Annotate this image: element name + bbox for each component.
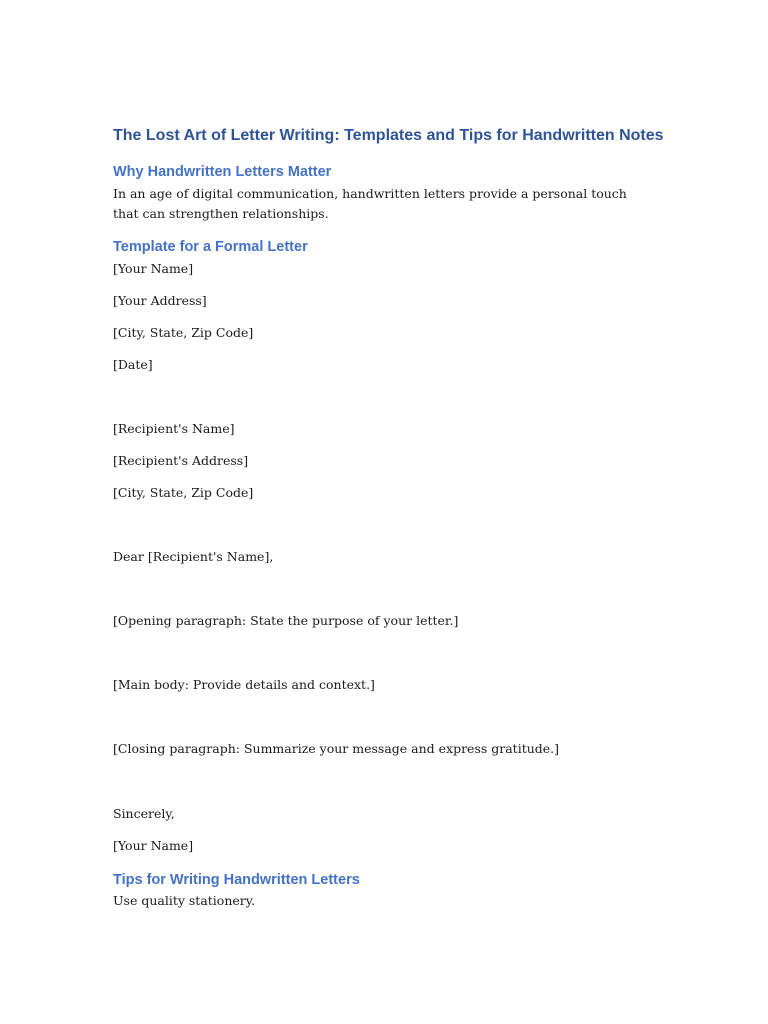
template-line-recipient-address: [Recipient's Address] — [113, 453, 249, 468]
template-line-sender-address: [Your Address] — [113, 293, 207, 308]
template-line-sender-city: [City, State, Zip Code] — [113, 325, 254, 340]
template-line-recipient-city: [City, State, Zip Code] — [113, 485, 254, 500]
section-heading-why: Why Handwritten Letters Matter — [113, 164, 332, 180]
template-line-date: [Date] — [113, 357, 153, 372]
template-line-recipient-name: [Recipient's Name] — [113, 421, 235, 436]
section-heading-tips: Tips for Writing Handwritten Letters — [113, 872, 360, 888]
template-line-opening-paragraph: [Opening paragraph: State the purpose of your letter.] — [113, 613, 459, 628]
template-line-salutation: Dear [Recipient's Name], — [113, 549, 274, 564]
document-title: The Lost Art of Letter Writing: Templates and Tips for Handwritten Notes — [113, 127, 664, 144]
section-body-tips: Use quality stationery. — [113, 893, 256, 908]
template-line-sign-off: Sincerely, — [113, 806, 175, 821]
template-line-sender-name: [Your Name] — [113, 261, 194, 276]
template-line-closing-paragraph: [Closing paragraph: Summarize your message and express gratitude.] — [113, 741, 560, 756]
template-line-signature-name: [Your Name] — [113, 838, 194, 853]
section-heading-template: Template for a Formal Letter — [113, 239, 308, 255]
template-line-main-body: [Main body: Provide details and context.] — [113, 677, 375, 692]
section-body-why: In an age of digital communication, handwritten letters provide a personal touch that can strengthen relationships. — [113, 186, 627, 221]
